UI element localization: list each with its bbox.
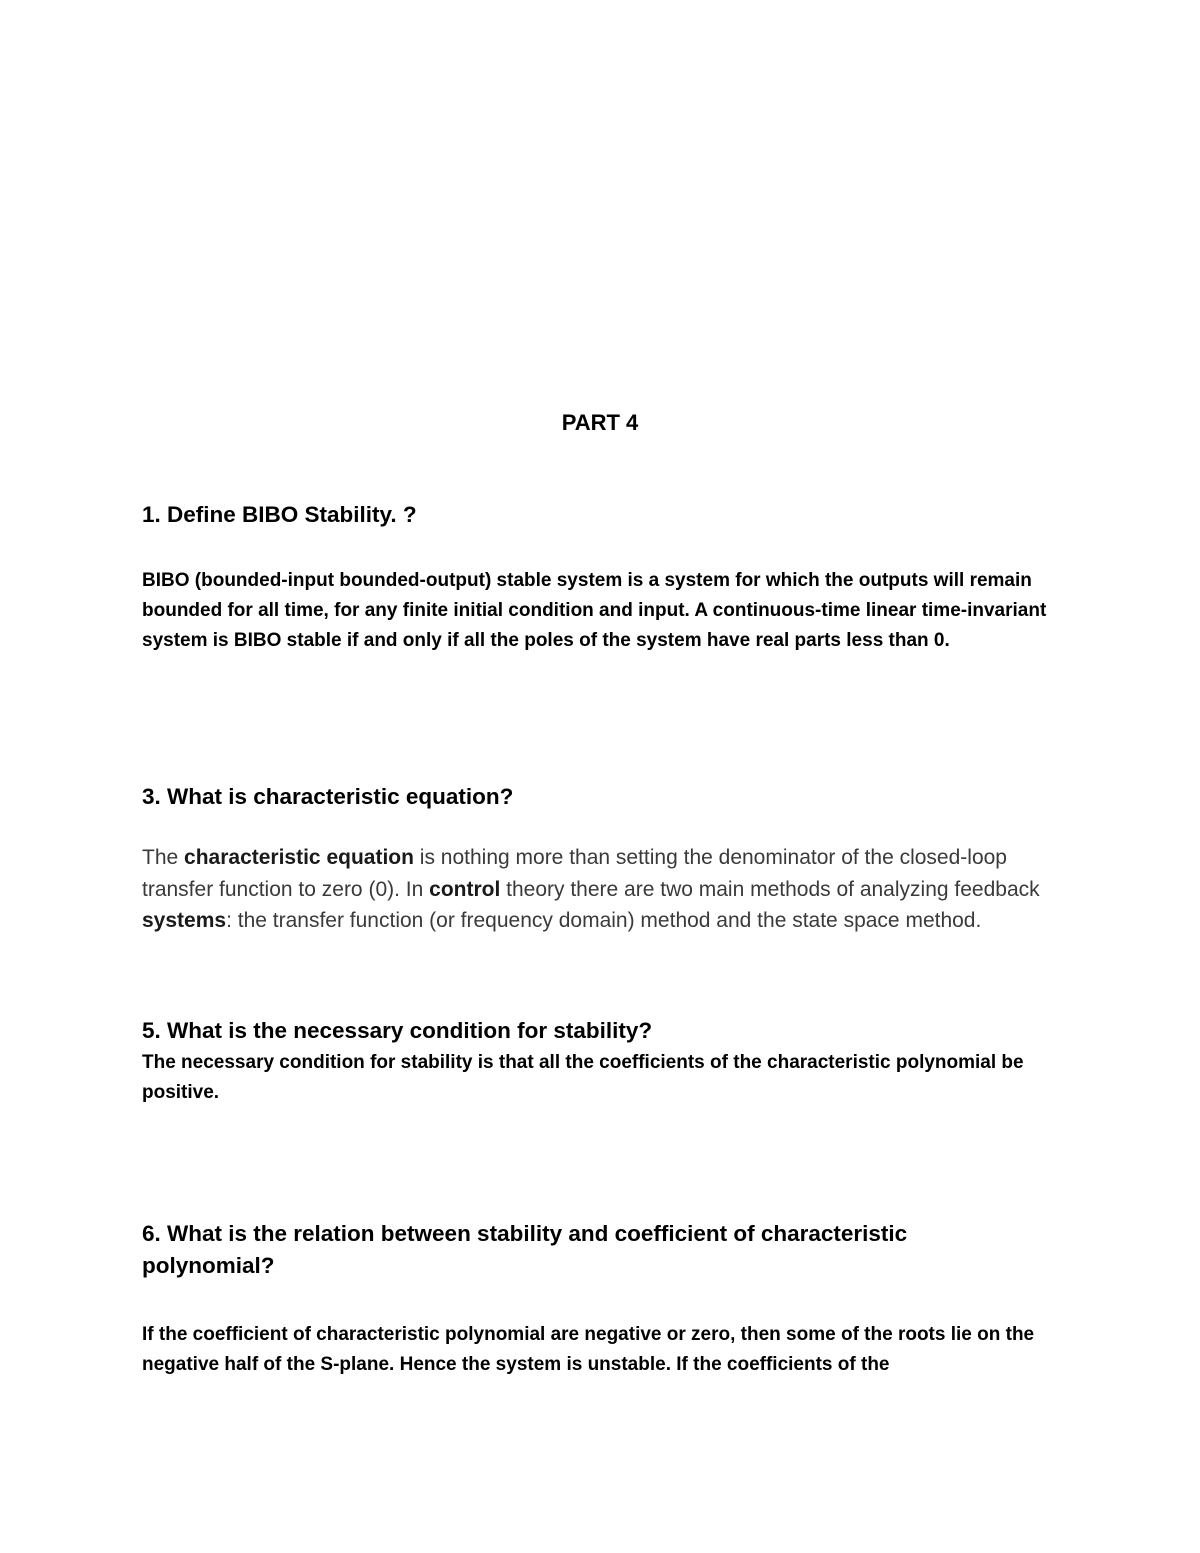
- question-1: 1. Define BIBO Stability. ?: [142, 502, 417, 527]
- answer-1: BIBO (bounded-input bounded-output) stable system is a system for which the outputs will remain bounded for all time, for any finite initial condition and input. A continuous-time linear time-invariant system is BIBO stable if and only if all the poles of the system have real parts less than 0.: [142, 570, 1047, 651]
- answer-3-text-2: is nothing more than setting the denominator of the closed-loop transfer function to zero (0). In: [142, 846, 1007, 901]
- question-6: 6. What is the relation between stability and coefficient of characteristic polynomial?: [142, 1221, 908, 1278]
- answer-6: If the coefficient of characteristic polynomial are negative or zero, then some of the roots lie on the negative half of the S-plane. Hence the system is unstable. If the coefficients of the: [142, 1324, 1035, 1375]
- answer-3: [142, 842, 1072, 937]
- answer-3-bold-1: characteristic equation: [184, 846, 414, 869]
- answer-5: The necessary condition for stability is that all the coefficients of the characteristic polynomial be positive.: [142, 1052, 1024, 1103]
- question-3: 3. What is characteristic equation?: [142, 784, 514, 809]
- answer-3-text-3: theory there are two main methods of analyzing feedback: [500, 877, 1040, 901]
- question-5: 5. What is the necessary condition for stability?: [142, 1018, 653, 1043]
- answer-3-bold-3: systems: [142, 909, 227, 932]
- answer-3-bold-2: control: [429, 877, 501, 901]
- answer-3-text-4: : the transfer function (or frequency domain) method and the state space method.: [226, 909, 982, 932]
- answer-3-text-1: The: [142, 846, 185, 869]
- page-title: PART 4: [561, 410, 639, 435]
